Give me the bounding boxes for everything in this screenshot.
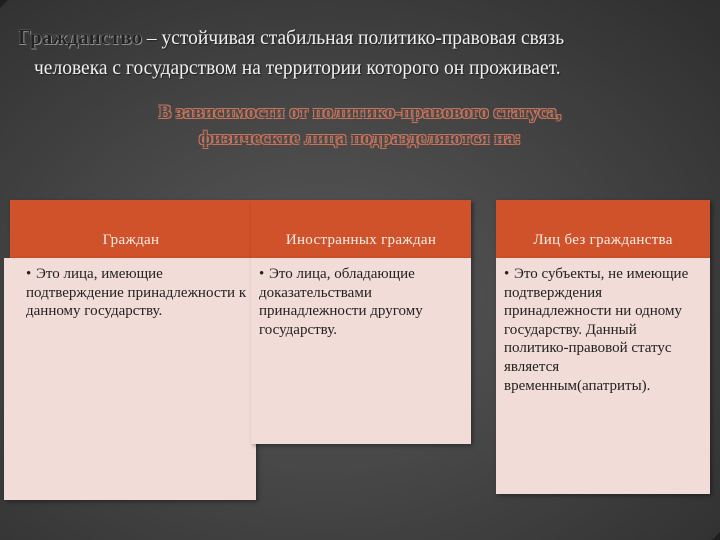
card-header bbox=[10, 200, 252, 258]
subtitle-line2: физические лица подразделяются на: bbox=[198, 128, 522, 149]
classification-subtitle bbox=[60, 100, 660, 152]
definition-text bbox=[18, 22, 708, 84]
card-body bbox=[4, 258, 256, 500]
subtitle-line1: В зависимости от политико-правового статуса, bbox=[158, 102, 562, 123]
corner-decoration-top-left bbox=[0, 0, 8, 8]
definition-term: Гражданство bbox=[18, 25, 143, 49]
card-body bbox=[496, 258, 710, 494]
card-text bbox=[496, 258, 710, 395]
card-header-label: Лиц без гражданства bbox=[533, 232, 673, 248]
card-text-content: Это субъекты, не имеющие подтверждения принадлежности ни одному государству. Данный политико-правовой статус является временным(апатриты). bbox=[504, 266, 689, 394]
bullet-icon: • bbox=[26, 266, 32, 282]
definition-line2: человека с государством на территории которого он проживает. bbox=[34, 58, 561, 79]
card-text bbox=[4, 258, 256, 321]
card-text-content: Это лица, обладающие доказательствами принадлежности другому государству. bbox=[259, 266, 423, 338]
bullet-icon: • bbox=[504, 266, 510, 282]
definition-line1: – устойчивая стабильная политико-правовая связь bbox=[142, 28, 565, 49]
card-header bbox=[251, 200, 471, 258]
bullet-icon: • bbox=[259, 266, 265, 282]
corner-decoration-bottom-right bbox=[712, 532, 720, 540]
card-header bbox=[496, 200, 710, 258]
card-header-label: Граждан bbox=[102, 232, 160, 248]
card-text-content: Это лица, имеющие подтверждение принадлежности к данному государству. bbox=[26, 266, 247, 320]
card-body bbox=[251, 258, 471, 444]
card-header-label: Иностранных граждан bbox=[285, 232, 437, 248]
card-text bbox=[251, 258, 471, 339]
